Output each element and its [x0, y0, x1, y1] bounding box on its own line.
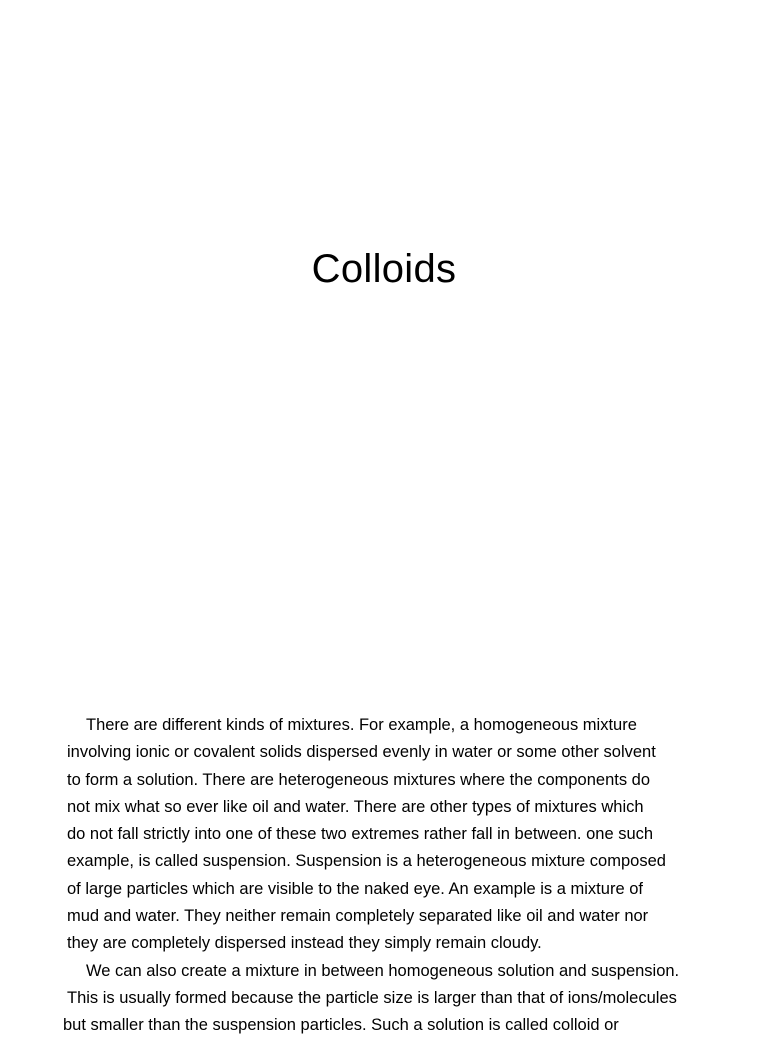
page-title: Colloids — [311, 246, 457, 291]
text-line: of large particles which are visible to the naked eye. An example is a mixture of — [67, 879, 643, 898]
text-line: There are different kinds of mixtures. For example, a homogeneous mixture — [86, 716, 637, 734]
text-line: do not fall strictly into one of these two extremes rather fall in between. one such — [67, 825, 654, 844]
text-line: to form a solution. There are heterogeneous mixtures where the components do — [67, 770, 651, 789]
text-line: involving ionic or covalent solids dispersed evenly in water or some other solvent — [67, 743, 656, 762]
text-line: example, is called suspension. Suspension is a heterogeneous mixture composed — [67, 852, 666, 871]
text-line: they are completely dispersed instead they simply remain cloudy. — [67, 934, 542, 953]
body-text — [63, 712, 727, 1040]
text-line: This is usually formed because the particle size is larger than that of ions/molecules — [67, 988, 677, 1007]
text-line: not mix what so ever like oil and water. There are other types of mixtures which — [67, 797, 644, 816]
text-line: but smaller than the suspension particles. Such a solution is called colloid or — [63, 1016, 619, 1035]
paragraph-colloid — [63, 958, 727, 1040]
text-line: mud and water. They neither remain completely separated like oil and water nor — [67, 907, 649, 926]
text-line: We can also create a mixture in between homogeneous solution and suspension. — [86, 961, 680, 980]
paragraph-mixtures — [67, 712, 727, 958]
